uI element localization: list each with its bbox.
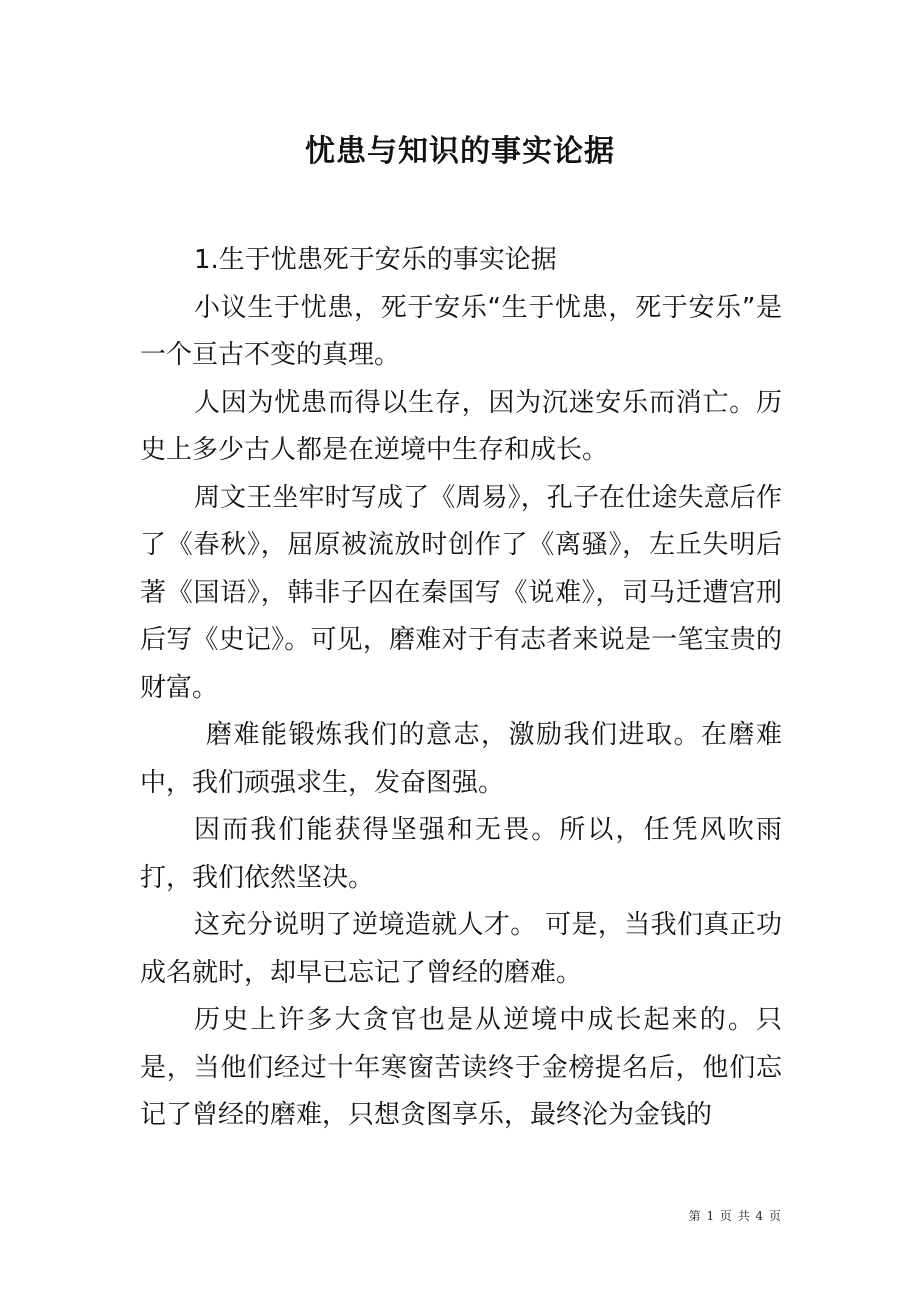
paragraph: 周文王坐牢时写成了《周易》，孔子在仕途失意后作了《春秋》，屈原被流放时创作了《离骚》，左丘失明后著《国语》，韩非子囚在秦国写《说难》，司马迁遭宫刑后写《史记》。可见，磨难对于有志者来说是一笔宝贵的财富。 [140, 482, 782, 703]
paragraph: 历史上许多大贪官也是从逆境中成长起来的。只是，当他们经过十年寒窗苦读终于金榜提名后，他们忘记了曾经的磨难，只想贪图享乐，最终沦为金钱的 [140, 1005, 782, 1130]
paragraph: 因而我们能获得坚强和无畏。所以，任凭风吹雨打，我们依然坚决。 [140, 815, 782, 893]
paragraph: 这充分说明了逆境造就人才。 可是，当我们真正功成名就时，却早已忘记了曾经的磨难。 [140, 910, 782, 988]
page-number-footer: 第 1 页 共 4 页 [688, 1209, 782, 1223]
document-body [140, 237, 782, 1140]
paragraph-heading: 1.生于忧患死于安乐的事实论据 [194, 245, 557, 275]
paragraph: 小议生于忧患，死于安乐“生于忧患，死于安乐”是一个亘古不变的真理。 [140, 292, 782, 370]
paragraph: 人因为忧患而得以生存，因为沉迷安乐而消亡。历史上多少古人都是在逆境中生存和成长。 [140, 387, 782, 465]
paragraph: 磨难能锻炼我们的意志，激励我们进取。在磨难中，我们顽强求生，发奋图强。 [140, 720, 782, 798]
document-title: 忧患与知识的事实论据 [305, 134, 615, 169]
